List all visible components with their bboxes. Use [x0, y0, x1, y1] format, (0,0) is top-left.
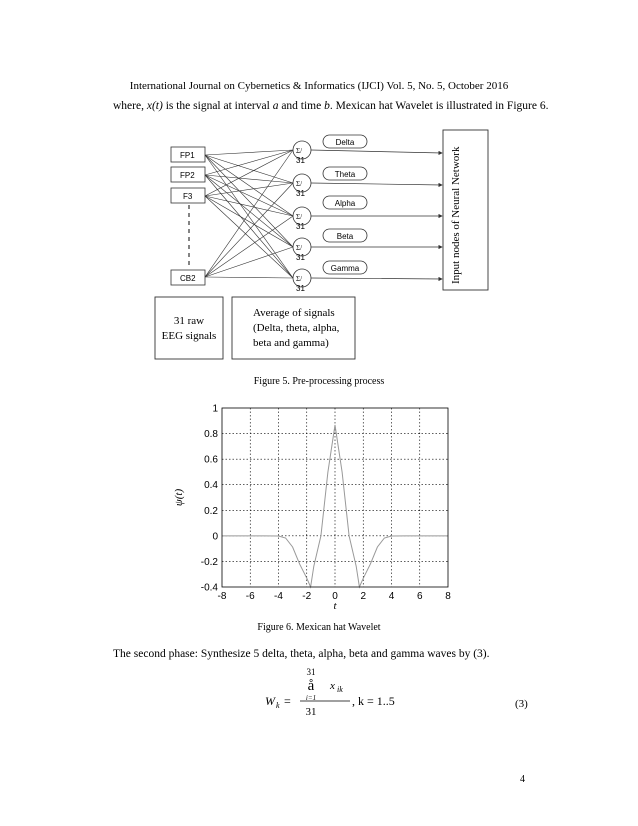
- sum-count: 31: [296, 189, 305, 198]
- fan-lines: [205, 150, 293, 278]
- input-label: FP2: [180, 171, 195, 180]
- mexican-hat-chart: [0, 400, 638, 615]
- input-boxes: [171, 147, 205, 285]
- input-label: CB2: [180, 274, 196, 283]
- equation-tail: , k = 1..5: [352, 694, 395, 708]
- sum-symbol: Σ/: [296, 213, 303, 221]
- lhs-sub: k: [276, 701, 280, 710]
- y-tick-label: 0.4: [204, 480, 218, 492]
- sum-symbol: Σ/: [296, 147, 303, 155]
- term-sub: ik: [337, 685, 343, 694]
- x-tick-label: 0: [332, 591, 338, 602]
- sum-symbol: Σ/: [296, 275, 303, 283]
- term-x: x: [330, 680, 335, 692]
- second-phase-text: The second phase: Synthesize 5 delta, theta, alpha, beta and gamma waves by (3).: [113, 648, 490, 660]
- avg-label: (Delta, theta, alpha,: [253, 322, 340, 334]
- intro-text: and time: [278, 100, 325, 112]
- equation-number: (3): [515, 698, 528, 710]
- intro-var-a: a: [272, 100, 279, 112]
- nn-label: Input nodes of Neural Network: [450, 146, 462, 284]
- figure5-caption: Figure 5. Pre-processing process: [253, 376, 385, 387]
- sum-upper-limit: 31: [306, 667, 316, 677]
- sum-sign: å: [307, 678, 315, 694]
- raw-eeg-box: [155, 297, 223, 359]
- denominator: 31: [305, 706, 317, 718]
- intro-text: where,: [113, 100, 147, 112]
- band-label: Theta: [334, 170, 356, 179]
- figure5-diagram: [0, 0, 638, 400]
- input-label: F3: [183, 192, 193, 201]
- x-axis-label: t: [333, 600, 337, 612]
- x-tick-label: 4: [388, 591, 395, 602]
- x-tick-label: -2: [302, 591, 312, 602]
- raw-eeg-label: EEG signals: [161, 330, 217, 342]
- y-tick-label: 0.8: [204, 429, 218, 441]
- sum-lower-limit: i=1: [305, 694, 317, 702]
- plot-frame: [222, 408, 448, 587]
- figure6-caption: Figure 6. Mexican hat Wavelet: [257, 622, 381, 633]
- y-tick-label: -0.2: [200, 556, 218, 568]
- x-tick-label: -4: [274, 591, 283, 602]
- y-tick-label: 1: [212, 403, 218, 415]
- sum-symbol: Σ/: [296, 244, 303, 252]
- y-tick-label: 0.6: [204, 454, 218, 466]
- sum-count: 31: [296, 222, 305, 231]
- chart-ticks: [201, 404, 451, 603]
- equation-3: [0, 660, 638, 740]
- raw-eeg-label: 31 raw: [173, 315, 205, 327]
- avg-label: beta and gamma): [253, 337, 329, 349]
- page-number: 4: [520, 774, 525, 785]
- sum-symbol: Σ/: [296, 180, 303, 188]
- band-label: Alpha: [334, 199, 356, 208]
- x-tick-label: 2: [360, 591, 367, 602]
- input-label: FP1: [180, 151, 195, 160]
- sum-count: 31: [296, 253, 305, 262]
- band-label: Gamma: [330, 264, 360, 273]
- journal-header: International Journal on Cybernetics & Informatics (IJCI) Vol. 5, No. 5, October 2016: [129, 80, 509, 92]
- y-tick-label: -0.4: [200, 582, 218, 594]
- intro-text: . Mexican hat Wavelet is illustrated in Figure 6.: [329, 100, 549, 112]
- lhs-w: W: [265, 694, 275, 708]
- avg-label: Average of signals: [253, 307, 335, 319]
- band-label: Delta: [335, 138, 355, 147]
- sum-count: 31: [296, 284, 305, 293]
- y-tick-label: 0: [212, 531, 218, 543]
- intro-var-b: b: [324, 100, 330, 112]
- intro-text: is the signal at interval: [162, 100, 273, 112]
- x-tick-label: -8: [217, 591, 227, 602]
- x-tick-label: 8: [445, 591, 451, 602]
- y-axis-label: ψ(t): [173, 488, 185, 507]
- equals-sign: =: [284, 694, 291, 708]
- sum-count: 31: [296, 156, 305, 165]
- y-tick-label: 0.2: [204, 505, 218, 517]
- x-tick-label: 6: [416, 591, 423, 602]
- band-label: Beta: [336, 232, 354, 241]
- chart-grid: [222, 408, 448, 587]
- x-tick-label: -6: [245, 591, 255, 602]
- intro-var-xt: x(t): [146, 100, 163, 112]
